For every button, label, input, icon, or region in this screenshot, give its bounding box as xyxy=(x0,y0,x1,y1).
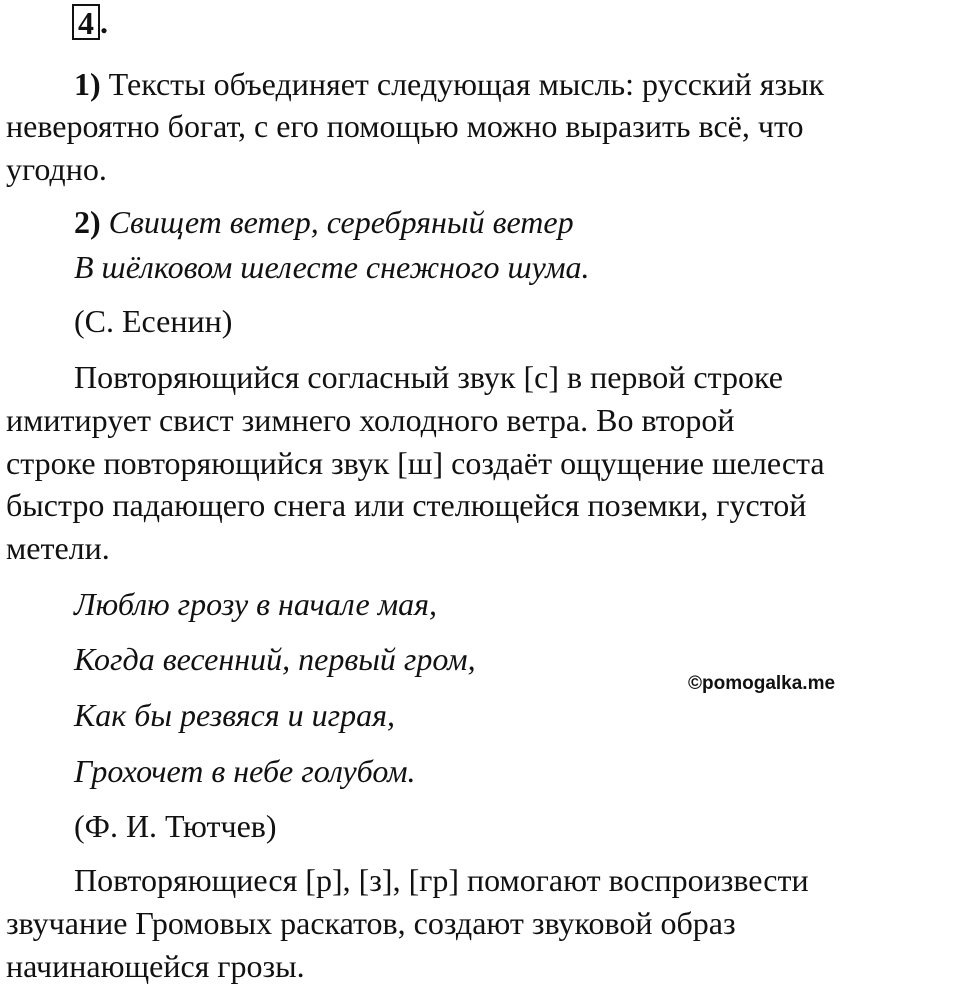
analysis2-line1: Повторяющиеся [р], [з], [гр] помогают воспроизвести xyxy=(74,862,809,898)
analysis2-line2: звучание Громовых раскатов, создают звуковой образ xyxy=(6,905,736,941)
answer2-marker: 2) xyxy=(74,204,101,240)
analysis1-line2: имитирует свист зимнего холодного ветра. Во второй xyxy=(6,402,735,438)
task-number-box: 4 xyxy=(72,4,100,40)
answer1-marker: 1) xyxy=(74,66,101,102)
poem2-line3: Как бы резвяся и играя, xyxy=(74,697,396,733)
answer2-line1 xyxy=(74,202,574,242)
poem2-line2: Когда весенний, первый гром, xyxy=(74,641,476,677)
answer1-line2: невероятно богат, с его помощью можно выразить всё, что xyxy=(6,108,804,144)
answer1-text1: Тексты объединяет следующая мысль: русский язык xyxy=(100,66,825,102)
analysis1-line4: быстро падающего снега или стелющейся поземки, густой xyxy=(6,487,807,523)
answer1-line3: угодно. xyxy=(6,151,107,187)
analysis2-line3: начинающейся грозы. xyxy=(6,948,305,984)
answer1-line1 xyxy=(74,64,824,104)
poem1-line1: Свищет ветер, серебряный ветер xyxy=(100,204,574,240)
watermark-text: ©pomogalka.me xyxy=(688,673,836,694)
analysis1-line3: строке повторяющийся звук [ш] создаёт ощущение шелеста xyxy=(6,445,825,481)
poem1-author: (С. Есенин) xyxy=(74,303,233,339)
poem1-line2: В шёлковом шелесте снежного шума. xyxy=(74,249,590,285)
poem2-line1: Люблю грозу в начале мая, xyxy=(74,586,438,622)
poem2-line4: Грохочет в небе голубом. xyxy=(74,753,416,789)
task-number-dot: . xyxy=(100,4,108,40)
task-number xyxy=(72,4,120,40)
poem2-author: (Ф. И. Тютчев) xyxy=(74,808,277,844)
analysis1-line5: метели. xyxy=(6,530,110,566)
analysis1-line1: Повторяющийся согласный звук [с] в первой строке xyxy=(74,359,783,395)
